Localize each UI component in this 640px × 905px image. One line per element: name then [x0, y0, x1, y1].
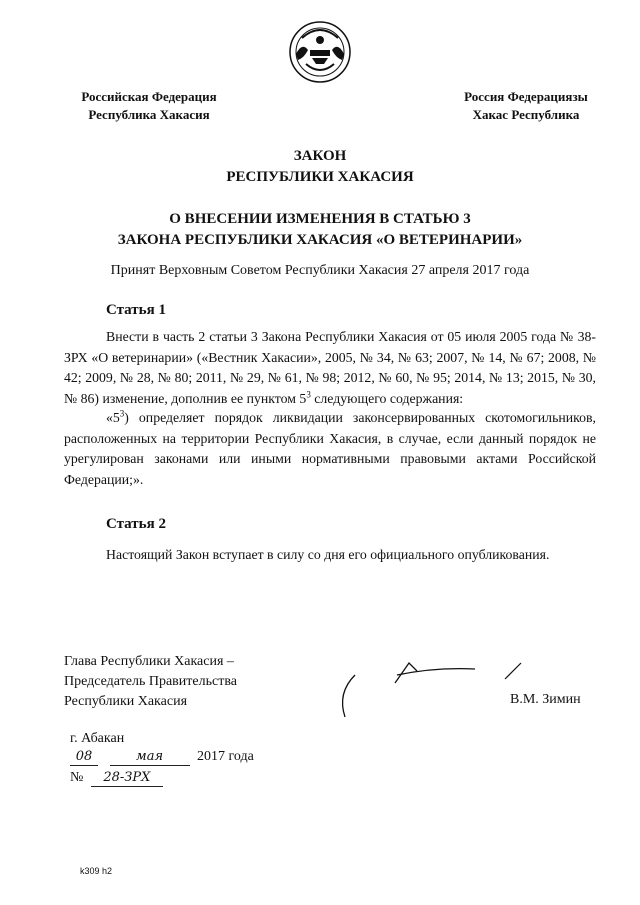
article1-para1-sup: 3 [306, 388, 311, 399]
signatory-line1: Глава Республики Хакасия – [64, 654, 234, 669]
article1-para2-sup: 3 [119, 408, 125, 419]
law-number: 28-ЗРХ [91, 770, 163, 787]
law-number-line [70, 770, 163, 787]
header-right [446, 88, 606, 124]
header-left [64, 88, 234, 124]
subject-line2: ЗАКОНА РЕСПУБЛИКИ ХАКАСИЯ «О ВЕТЕРИНАРИИ» [117, 232, 523, 248]
header-left-line2: Республика Хакасия [88, 107, 210, 122]
title-line1: ЗАКОН [293, 148, 347, 164]
footer-code: k309 h2 [80, 866, 113, 876]
handwritten-signature [325, 645, 535, 725]
date-day: 08 [70, 749, 98, 766]
article1-para1-tail: следующего содержания: [310, 390, 464, 406]
header-right-line2: Хакас Республика [472, 107, 580, 122]
date-month: мая [110, 749, 190, 766]
article1-para2-open: «5 [106, 410, 120, 425]
signatory-name: В.М. Зимин [510, 692, 581, 707]
article2-paragraph: Настоящий Закон вступает в силу со дня его официального опубликования. [106, 547, 550, 562]
title-line2: РЕСПУБЛИКИ ХАКАСИЯ [226, 169, 414, 185]
article2-heading: Статья 2 [106, 516, 166, 532]
document-title [64, 146, 576, 188]
signatory-title [64, 652, 324, 712]
article1-para2-text: ) определяет порядок ликвидации законсервированных скотомогильников, расположенных на территории Республики Хакасия, в случае, если данный порядок не урегулирован законами или иными нормативными правовыми актами Российской Федерации;». [64, 410, 596, 487]
document-subject [64, 209, 576, 251]
article1-para1-text: Внести в часть 2 статьи 3 Закона Республики Хакасия от 05 июля 2005 года № 38-ЗРХ «О ветеринарии» («Вестник Хакасии», 2005, № 34, № 63; 2007, № 14, № 67; 2008, № 42; 2009, № 28, № 80; 2011, № 29, № 61, № 98; 2012, № 60, № 95; 2014, № 13; 2015, № 30, № 86) изменение, дополнив ее пунктом 5 [64, 329, 596, 406]
header-right-line1: Россия Федерациязы [464, 89, 588, 104]
date-line [70, 749, 254, 766]
adopted-line: Принят Верховным Советом Республики Хакасия 27 апреля 2017 года [110, 263, 530, 278]
signatory-line3: Республики Хакасия [64, 694, 188, 709]
number-prefix: № [70, 770, 84, 785]
date-year: 2017 года [197, 749, 254, 764]
subject-line1: О ВНЕСЕНИИ ИЗМЕНЕНИЯ В СТАТЬЮ 3 [169, 211, 471, 227]
article1-paragraph2 [64, 408, 596, 490]
article1-heading: Статья 1 [106, 302, 166, 318]
header-left-line1: Российская Федерация [81, 89, 217, 104]
signatory-line2: Председатель Правительства [64, 674, 237, 689]
article1-paragraph1 [64, 327, 596, 409]
coat-of-arms-icon [288, 20, 352, 84]
place-city: г. Абакан [70, 731, 125, 746]
